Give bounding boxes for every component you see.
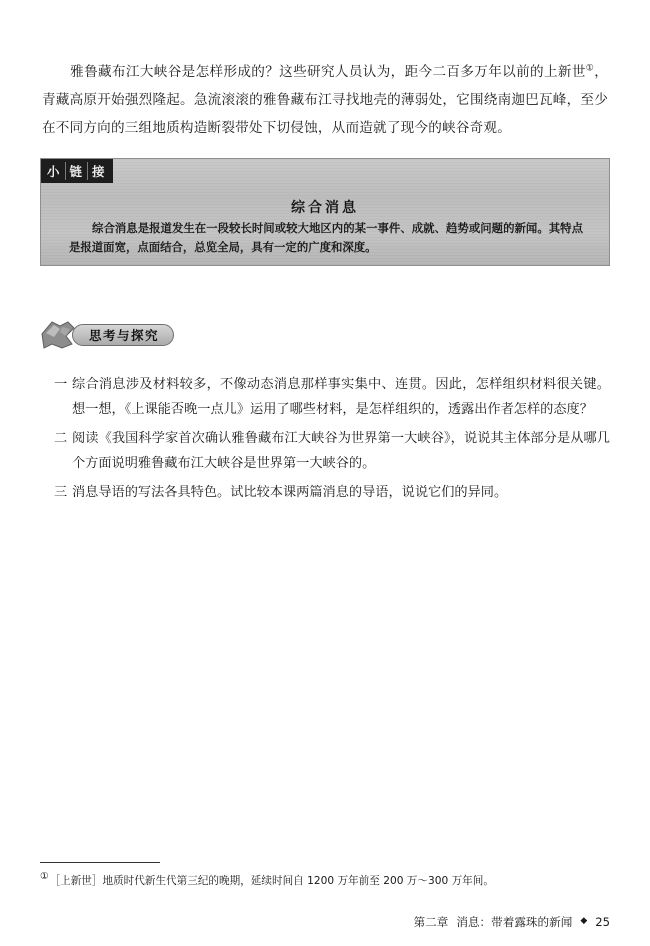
link-tag-char-1: 小 xyxy=(47,164,61,179)
page-number: 25 xyxy=(595,915,610,929)
list-item xyxy=(42,426,610,476)
link-box xyxy=(40,158,610,266)
link-tag-char-3: 接 xyxy=(87,162,106,180)
link-box-text xyxy=(69,219,583,257)
footnote-divider xyxy=(40,862,160,863)
footnote xyxy=(40,872,600,890)
link-box-title: 综合消息 xyxy=(291,200,359,216)
exercise-number: 二 xyxy=(54,431,68,446)
exercise-number: 一 xyxy=(54,377,68,392)
page-footer xyxy=(414,914,610,930)
paragraph-text-part1: 雅鲁藏布江大峡谷是怎样形成的？这些研究人员认为，距今二百多万年以前的上新世 xyxy=(70,63,586,80)
footer-title: 消息：带着露珠的新闻 xyxy=(456,915,573,929)
diamond-icon: ◆ xyxy=(580,915,588,926)
exercise-number: 三 xyxy=(54,485,68,500)
link-text-body: 综合消息是报道发生在一段较长时间或较大地区内的某一事件、成就、趋势或问题的新闻。其特点是报道面宽，点面结合，总览全局，具有一定的广度和深度。 xyxy=(69,221,583,254)
think-and-explore-label: 思考与探究 xyxy=(89,328,160,343)
think-and-explore-banner xyxy=(40,318,240,352)
footer-chapter: 第二章 xyxy=(413,915,449,929)
list-item xyxy=(42,372,610,422)
footnote-reference-marker: ① xyxy=(585,63,595,74)
link-box-tag xyxy=(41,159,113,183)
link-tag-char-2: 链 xyxy=(65,162,84,180)
exercise-text: 综合消息涉及材料较多，不像动态消息那样事实集中、连贯。因此，怎样组织材料很关键。想一想，《上课能否晚一点儿》运用了哪些材料，是怎样组织的，透露出作者怎样的态度？ xyxy=(72,377,610,417)
list-item xyxy=(42,480,610,505)
exercise-list xyxy=(42,372,610,509)
paragraph-text-part2: ，青藏高原开始强烈隆起。急流滚滚的雅鲁藏布江寻找地壳的薄弱处，它围绕南迦巴瓦峰，至少在不同方向的三组地质构造断裂带处下切侵蚀，从而造就了现今的峡谷奇观。 xyxy=(42,63,608,136)
exercise-text: 阅读《我国科学家首次确认雅鲁藏布江大峡谷为世界第一大峡谷》，说说其主体部分是从哪几个方面说明雅鲁藏布江大峡谷是世界第一大峡谷的。 xyxy=(72,431,610,471)
footnote-text: ［上新世］地质时代新生代第三纪的晚期，延续时间自 1200 万年前至 200 万～300 万年间。 xyxy=(49,875,494,887)
exercise-text: 消息导语的写法各具特色。试比较本课两篇消息的导语，说说它们的异同。 xyxy=(72,485,508,500)
body-paragraph xyxy=(42,58,608,142)
think-and-explore-label-pill xyxy=(72,324,174,346)
footnote-marker: ① xyxy=(40,871,49,883)
